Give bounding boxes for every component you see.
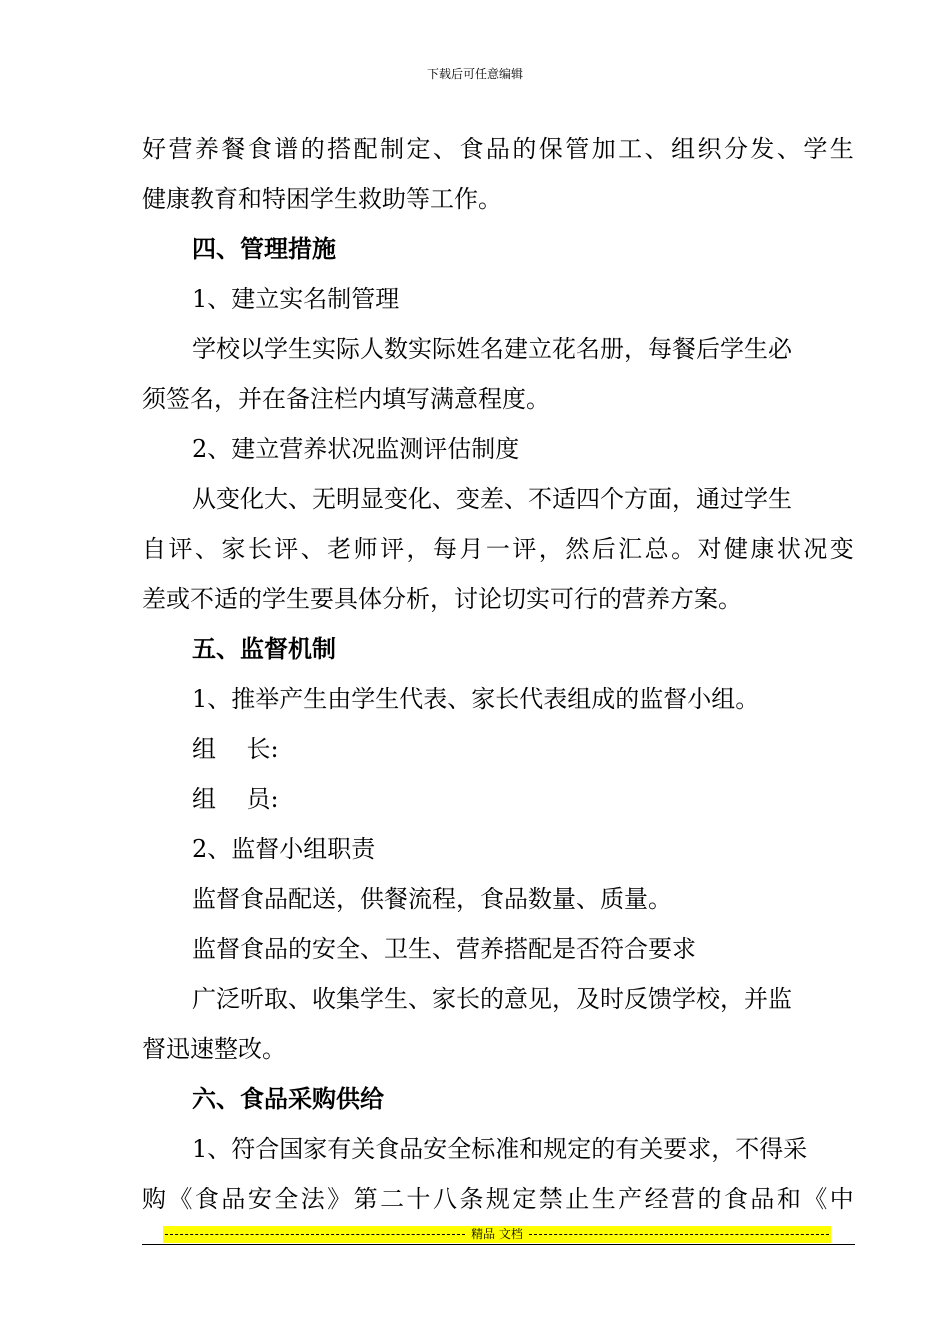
page-header: 下载后可任意编辑 [426, 67, 523, 81]
body-line: 自 评 、 家 长 评 、 老 师 评 ， 每 月 一 评 ， 然 后 汇 总 。 对 健 康 状 况 变 [142, 535, 854, 563]
body-line: 1、推举产生由学生代表、家长代表组成的监督小组。 [192, 685, 760, 713]
group-leader-label: 组 长: [192, 735, 279, 763]
body-line: 差或不适的学生要具体分析，讨论切实可行的营养方案。 [142, 585, 742, 613]
body-line: 广泛听取、收集学生、家长的意见，及时反馈学校，并监 [192, 985, 792, 1013]
body-line: 好 营 养 餐 食 谱 的 搭 配 制 定 、 食 品 的 保 管 加 工 、 组 织 分 发 、 学 生 [142, 135, 854, 163]
footer-dash-left [165, 1234, 465, 1235]
footer-dash-right [529, 1234, 829, 1235]
body-line: 1、符合国家有关食品安全标准和规定的有关要求，不得采 [192, 1135, 808, 1163]
footer-rule [142, 1244, 855, 1245]
body-line: 监督食品的安全、卫生、营养搭配是否符合要求 [192, 935, 696, 963]
footer-label: 精品 文档 [471, 1227, 523, 1241]
body-line: 学校以学生实际人数实际姓名建立花名册，每餐后学生必 [192, 335, 792, 363]
body-line: 健康教育和特困学生救助等工作。 [142, 185, 502, 213]
body-line: 督迅速整改。 [142, 1035, 286, 1063]
body-line: 从变化大、无明显变化、变差、不适四个方面，通过学生 [192, 485, 792, 513]
group-member-label: 组 员: [192, 785, 279, 813]
body-line: 购 《 食 品 安 全 法 》 第 二 十 八 条 规 定 禁 止 生 产 经 营 的 食 品 和 《 中 [142, 1185, 854, 1213]
section-heading-4: 四、管理措施 [192, 234, 336, 263]
subheading: 2、监督小组职责 [192, 835, 376, 863]
section-heading-5: 五、监督机制 [192, 634, 336, 663]
section-heading-6: 六、食品采购供给 [192, 1084, 384, 1113]
subheading: 1、建立实名制管理 [192, 285, 400, 313]
body-line: 监督食品配送，供餐流程，食品数量、质量。 [192, 885, 672, 913]
subheading: 2、建立营养状况监测评估制度 [192, 435, 520, 463]
footer-banner [163, 1226, 831, 1243]
body-line: 须签名，并在备注栏内填写满意程度。 [142, 385, 550, 413]
